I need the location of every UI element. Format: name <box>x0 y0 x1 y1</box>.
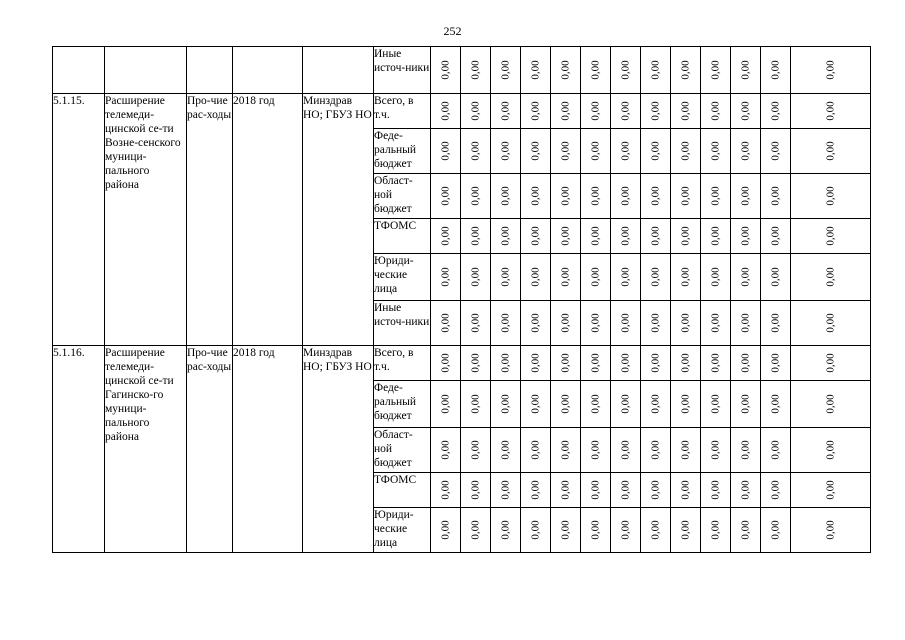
value-cell: 0,00 <box>641 428 671 473</box>
funding-source-cell: Област-ной бюджет <box>374 174 431 219</box>
value-cell: 0,00 <box>491 129 521 174</box>
value-cell: 0,00 <box>551 473 581 508</box>
table-body <box>53 47 871 553</box>
value-cell: 0,00 <box>551 346 581 381</box>
value-cell: 0,00 <box>761 346 791 381</box>
value-cell: 0,00 <box>701 47 731 94</box>
period-cell: 2018 год <box>233 346 303 553</box>
value-cell: 0,00 <box>491 254 521 301</box>
value-cell: 0,00 <box>491 473 521 508</box>
value-cell: 0,00 <box>641 508 671 553</box>
value-cell: 0,00 <box>611 428 641 473</box>
value-cell: 0,00 <box>611 129 641 174</box>
value-cell: 0,00 <box>641 381 671 428</box>
value-cell: 0,00 <box>581 254 611 301</box>
value-cell: 0,00 <box>641 174 671 219</box>
value-cell: 0,00 <box>611 301 641 346</box>
value-cell: 0,00 <box>431 508 461 553</box>
value-cell: 0,00 <box>611 473 641 508</box>
value-cell: 0,00 <box>671 428 701 473</box>
value-cell: 0,00 <box>581 428 611 473</box>
table-row <box>53 47 871 94</box>
value-cell: 0,00 <box>551 301 581 346</box>
value-cell: 0,00 <box>611 219 641 254</box>
value-cell: 0,00 <box>461 47 491 94</box>
value-cell: 0,00 <box>791 129 871 174</box>
value-cell: 0,00 <box>611 508 641 553</box>
value-cell: 0,00 <box>671 254 701 301</box>
value-cell: 0,00 <box>551 129 581 174</box>
value-cell: 0,00 <box>761 381 791 428</box>
value-cell: 0,00 <box>521 174 551 219</box>
value-cell: 0,00 <box>671 219 701 254</box>
value-cell: 0,00 <box>791 473 871 508</box>
value-cell: 0,00 <box>761 174 791 219</box>
value-cell: 0,00 <box>641 254 671 301</box>
funding-source-cell: ТФОМС <box>374 219 431 254</box>
value-cell: 0,00 <box>701 219 731 254</box>
budget-table <box>52 46 871 553</box>
table-row <box>53 346 871 381</box>
value-cell: 0,00 <box>491 94 521 129</box>
value-cell: 0,00 <box>671 174 701 219</box>
value-cell: 0,00 <box>641 301 671 346</box>
value-cell: 0,00 <box>431 94 461 129</box>
value-cell: 0,00 <box>701 94 731 129</box>
value-cell: 0,00 <box>671 508 701 553</box>
value-cell: 0,00 <box>581 381 611 428</box>
value-cell: 0,00 <box>431 346 461 381</box>
value-cell: 0,00 <box>731 129 761 174</box>
value-cell: 0,00 <box>791 254 871 301</box>
value-cell: 0,00 <box>701 428 731 473</box>
value-cell: 0,00 <box>551 94 581 129</box>
value-cell: 0,00 <box>431 473 461 508</box>
value-cell: 0,00 <box>701 473 731 508</box>
item-name-cell: Расширение телемеди-цинской се-ти Гагинско-го муници-пального района <box>105 346 187 553</box>
value-cell: 0,00 <box>461 129 491 174</box>
executor-cell: Минздрав НО; ГБУЗ НО <box>303 346 374 553</box>
value-cell: 0,00 <box>791 381 871 428</box>
value-cell: 0,00 <box>521 381 551 428</box>
value-cell: 0,00 <box>791 346 871 381</box>
value-cell: 0,00 <box>791 428 871 473</box>
value-cell: 0,00 <box>581 301 611 346</box>
value-cell: 0,00 <box>731 428 761 473</box>
value-cell: 0,00 <box>491 174 521 219</box>
value-cell: 0,00 <box>491 346 521 381</box>
value-cell: 0,00 <box>521 473 551 508</box>
value-cell: 0,00 <box>671 346 701 381</box>
value-cell: 0,00 <box>731 219 761 254</box>
value-cell: 0,00 <box>461 381 491 428</box>
value-cell: 0,00 <box>671 381 701 428</box>
value-cell: 0,00 <box>521 254 551 301</box>
value-cell: 0,00 <box>761 301 791 346</box>
value-cell: 0,00 <box>671 47 701 94</box>
value-cell: 0,00 <box>761 508 791 553</box>
value-cell: 0,00 <box>431 254 461 301</box>
value-cell: 0,00 <box>461 346 491 381</box>
funding-source-cell: Юриди-ческие лица <box>374 254 431 301</box>
value-cell: 0,00 <box>551 219 581 254</box>
value-cell: 0,00 <box>611 94 641 129</box>
value-cell: 0,00 <box>761 254 791 301</box>
value-cell: 0,00 <box>491 47 521 94</box>
value-cell: 0,00 <box>791 174 871 219</box>
value-cell: 0,00 <box>791 508 871 553</box>
item-number-cell: 5.1.16. <box>53 346 105 553</box>
value-cell: 0,00 <box>461 254 491 301</box>
value-cell: 0,00 <box>461 301 491 346</box>
value-cell: 0,00 <box>461 473 491 508</box>
value-cell: 0,00 <box>791 94 871 129</box>
value-cell: 0,00 <box>731 174 761 219</box>
executor-cell: Минздрав НО; ГБУЗ НО <box>303 94 374 346</box>
value-cell: 0,00 <box>551 508 581 553</box>
value-cell: 0,00 <box>611 47 641 94</box>
value-cell: 0,00 <box>581 47 611 94</box>
empty-cell <box>303 47 374 94</box>
value-cell: 0,00 <box>431 129 461 174</box>
value-cell: 0,00 <box>701 129 731 174</box>
value-cell: 0,00 <box>641 346 671 381</box>
empty-cell <box>187 47 233 94</box>
value-cell: 0,00 <box>521 346 551 381</box>
value-cell: 0,00 <box>701 346 731 381</box>
value-cell: 0,00 <box>641 473 671 508</box>
value-cell: 0,00 <box>461 219 491 254</box>
value-cell: 0,00 <box>491 301 521 346</box>
value-cell: 0,00 <box>431 174 461 219</box>
value-cell: 0,00 <box>551 428 581 473</box>
value-cell: 0,00 <box>701 301 731 346</box>
value-cell: 0,00 <box>551 381 581 428</box>
page-number: 252 <box>443 24 462 38</box>
value-cell: 0,00 <box>461 508 491 553</box>
value-cell: 0,00 <box>521 47 551 94</box>
funding-source-cell: Феде-ральный бюджет <box>374 129 431 174</box>
value-cell: 0,00 <box>521 129 551 174</box>
value-cell: 0,00 <box>491 508 521 553</box>
value-cell: 0,00 <box>641 129 671 174</box>
value-cell: 0,00 <box>461 428 491 473</box>
period-cell: 2018 год <box>233 94 303 346</box>
value-cell: 0,00 <box>791 47 871 94</box>
value-cell: 0,00 <box>461 94 491 129</box>
funding-source-cell: Юриди-ческие лица <box>374 508 431 553</box>
value-cell: 0,00 <box>521 94 551 129</box>
empty-cell <box>53 47 105 94</box>
value-cell: 0,00 <box>791 219 871 254</box>
value-cell: 0,00 <box>761 47 791 94</box>
value-cell: 0,00 <box>431 381 461 428</box>
funding-source-cell: Иные источ-ники <box>374 47 431 94</box>
value-cell: 0,00 <box>761 428 791 473</box>
value-cell: 0,00 <box>611 346 641 381</box>
value-cell: 0,00 <box>791 301 871 346</box>
value-cell: 0,00 <box>731 47 761 94</box>
funding-source-cell: Всего, в т.ч. <box>374 94 431 129</box>
item-name-cell: Расширение телемеди-цинской се-ти Возне-сенского муници-пального района <box>105 94 187 346</box>
value-cell: 0,00 <box>731 508 761 553</box>
value-cell: 0,00 <box>521 301 551 346</box>
value-cell: 0,00 <box>581 346 611 381</box>
value-cell: 0,00 <box>491 219 521 254</box>
value-cell: 0,00 <box>611 174 641 219</box>
value-cell: 0,00 <box>581 508 611 553</box>
value-cell: 0,00 <box>731 346 761 381</box>
value-cell: 0,00 <box>491 428 521 473</box>
value-cell: 0,00 <box>521 428 551 473</box>
value-cell: 0,00 <box>611 381 641 428</box>
value-cell: 0,00 <box>641 94 671 129</box>
value-cell: 0,00 <box>581 129 611 174</box>
value-cell: 0,00 <box>551 174 581 219</box>
value-cell: 0,00 <box>701 508 731 553</box>
value-cell: 0,00 <box>581 94 611 129</box>
value-cell: 0,00 <box>731 254 761 301</box>
funding-source-cell: ТФОМС <box>374 473 431 508</box>
value-cell: 0,00 <box>761 129 791 174</box>
value-cell: 0,00 <box>551 47 581 94</box>
funding-source-cell: Иные источ-ники <box>374 301 431 346</box>
expense-type-cell: Про-чие рас-ходы <box>187 94 233 346</box>
value-cell: 0,00 <box>731 94 761 129</box>
value-cell: 0,00 <box>671 301 701 346</box>
value-cell: 0,00 <box>461 174 491 219</box>
value-cell: 0,00 <box>551 254 581 301</box>
value-cell: 0,00 <box>671 129 701 174</box>
value-cell: 0,00 <box>491 381 521 428</box>
value-cell: 0,00 <box>641 47 671 94</box>
value-cell: 0,00 <box>581 219 611 254</box>
value-cell: 0,00 <box>701 174 731 219</box>
value-cell: 0,00 <box>701 381 731 428</box>
value-cell: 0,00 <box>761 219 791 254</box>
value-cell: 0,00 <box>431 219 461 254</box>
value-cell: 0,00 <box>431 301 461 346</box>
value-cell: 0,00 <box>641 219 671 254</box>
empty-cell <box>233 47 303 94</box>
value-cell: 0,00 <box>521 508 551 553</box>
value-cell: 0,00 <box>731 473 761 508</box>
value-cell: 0,00 <box>761 473 791 508</box>
value-cell: 0,00 <box>521 219 551 254</box>
value-cell: 0,00 <box>581 473 611 508</box>
value-cell: 0,00 <box>431 428 461 473</box>
expense-type-cell: Про-чие рас-ходы <box>187 346 233 553</box>
item-number-cell: 5.1.15. <box>53 94 105 346</box>
funding-source-cell: Всего, в т.ч. <box>374 346 431 381</box>
table-row <box>53 94 871 129</box>
value-cell: 0,00 <box>431 47 461 94</box>
value-cell: 0,00 <box>581 174 611 219</box>
funding-source-cell: Област-ной бюджет <box>374 428 431 473</box>
value-cell: 0,00 <box>761 94 791 129</box>
value-cell: 0,00 <box>671 473 701 508</box>
value-cell: 0,00 <box>671 94 701 129</box>
value-cell: 0,00 <box>731 381 761 428</box>
empty-cell <box>105 47 187 94</box>
funding-source-cell: Феде-ральный бюджет <box>374 381 431 428</box>
value-cell: 0,00 <box>611 254 641 301</box>
value-cell: 0,00 <box>701 254 731 301</box>
value-cell: 0,00 <box>731 301 761 346</box>
